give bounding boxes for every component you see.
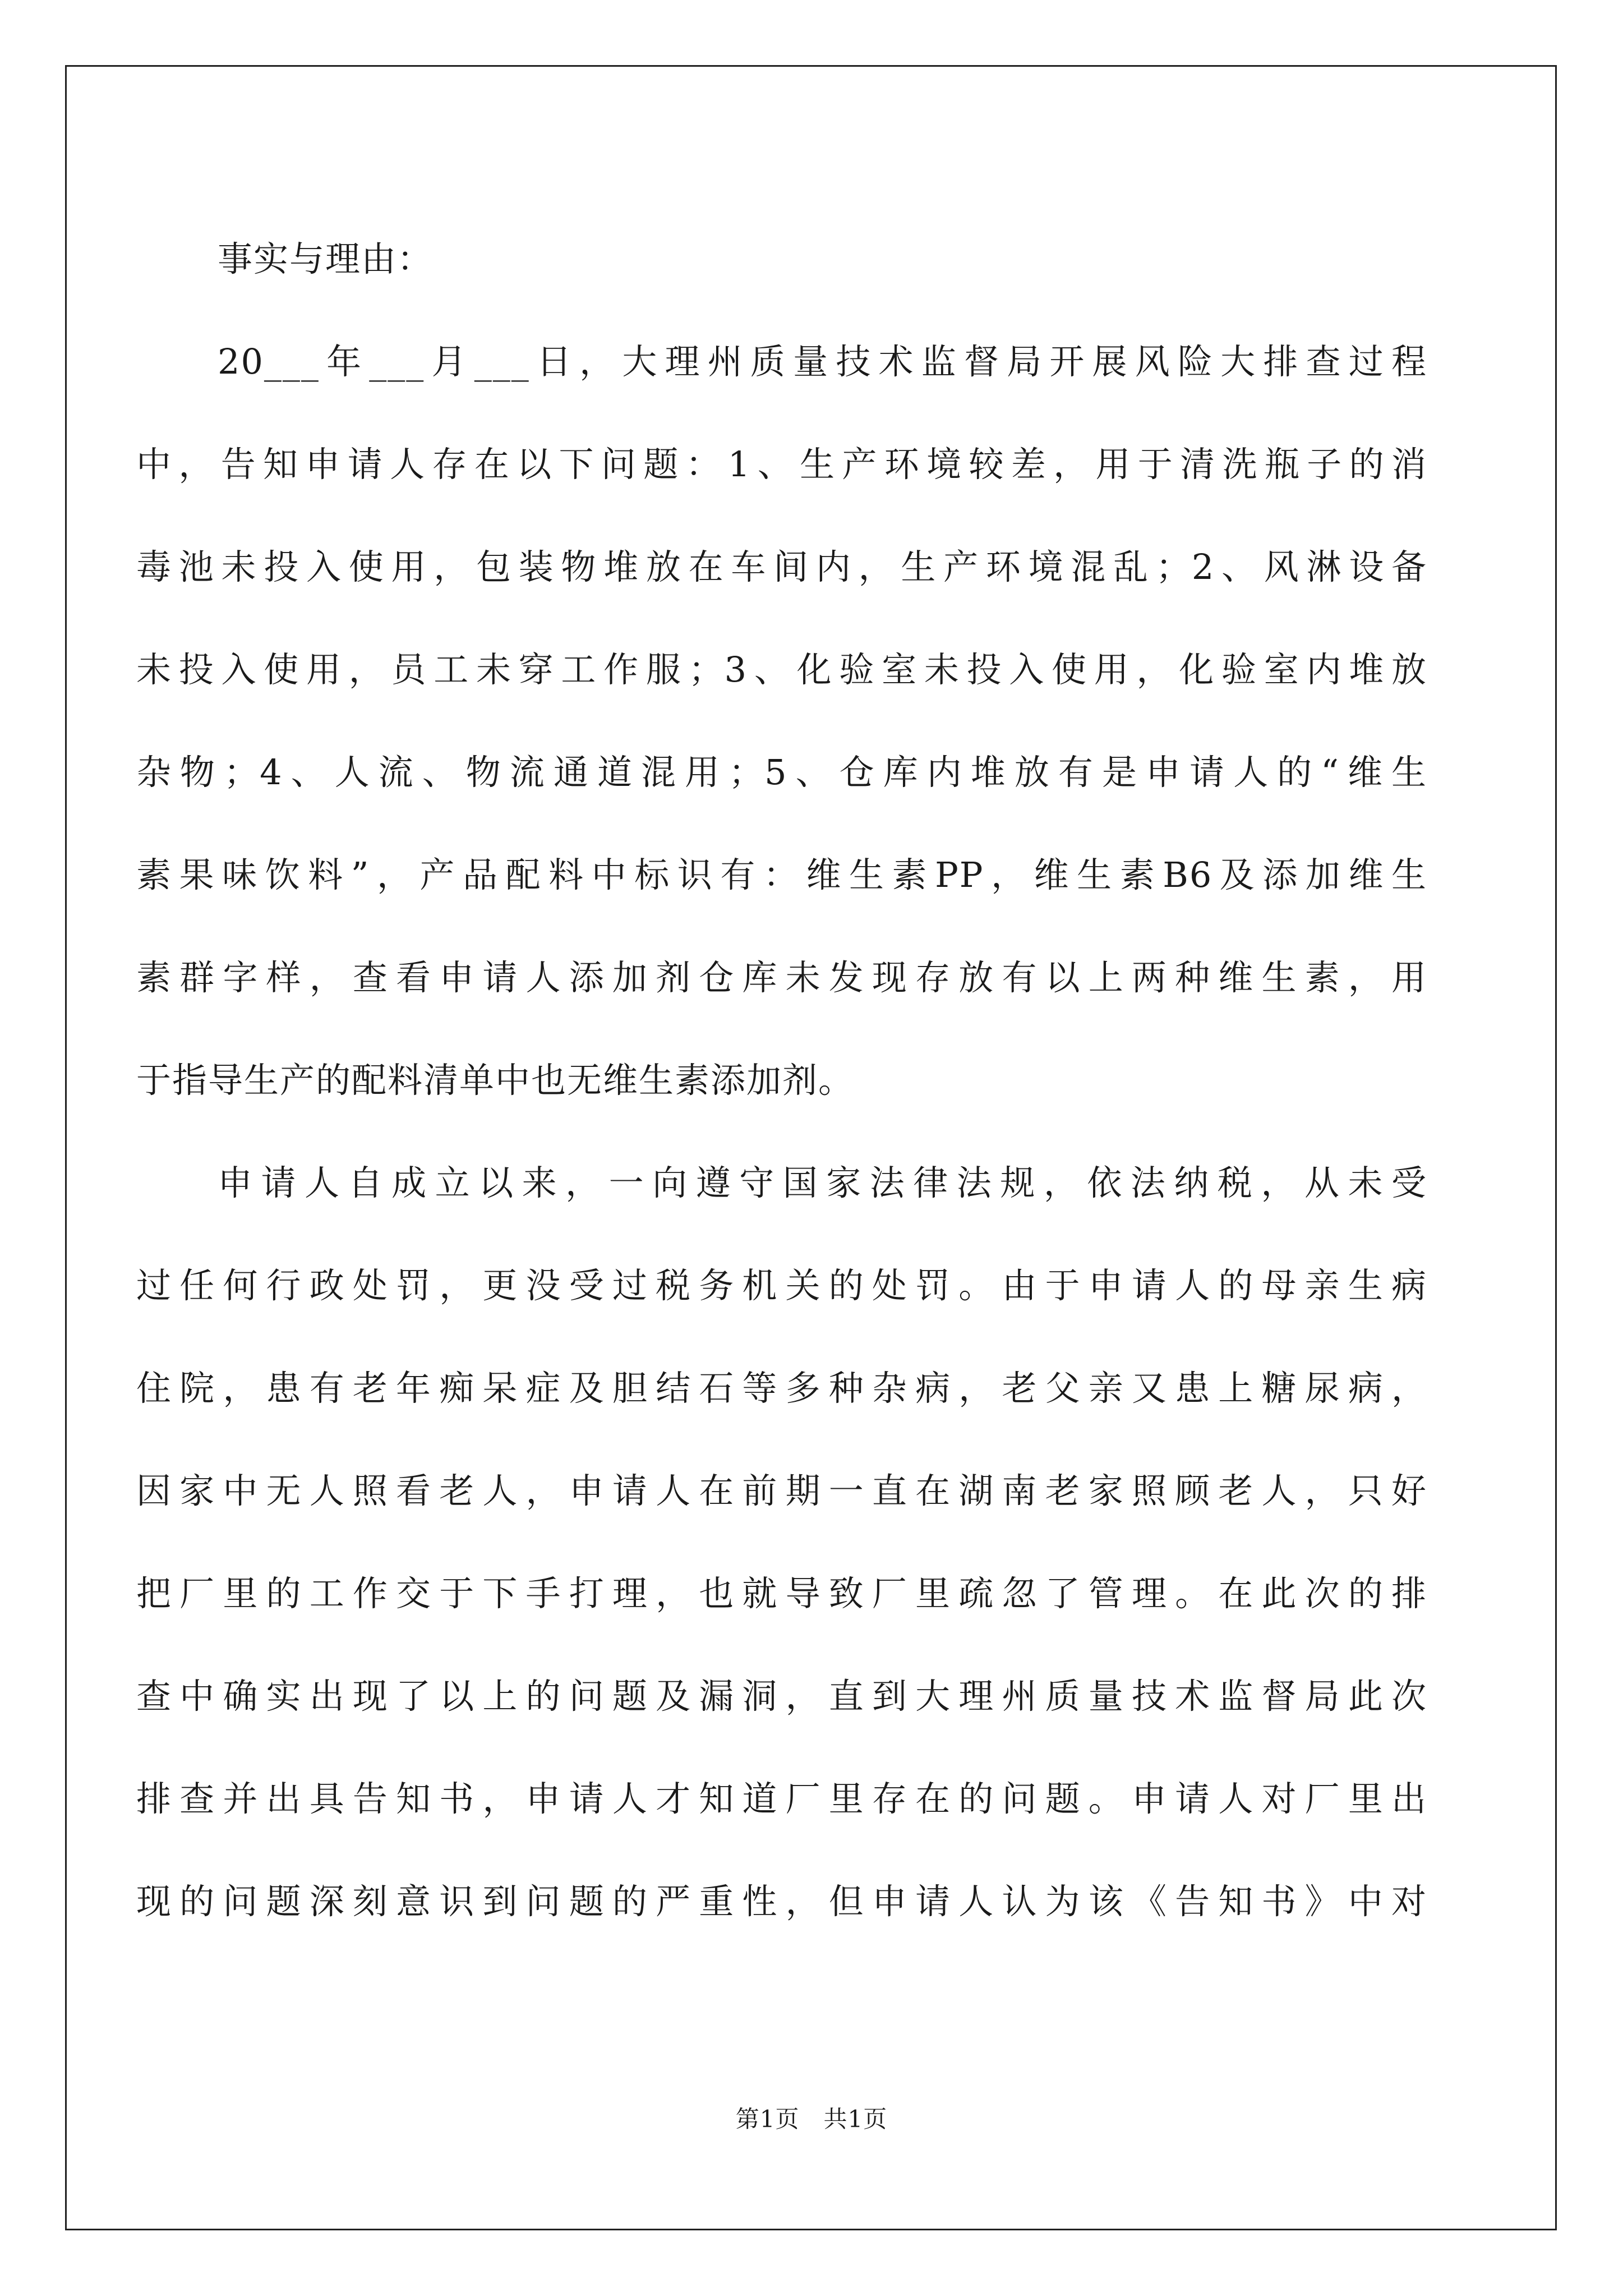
paragraph-line: 未投入使用，员工未穿工作服；3、化验室未投入使用，化验室内堆放 xyxy=(136,649,1427,690)
paragraph-line: 毒池未投入使用，包装物堆放在车间内，生产环境混乱；2、风淋设备 xyxy=(136,546,1427,587)
paragraph-line: 住院，患有老年痴呆症及胆结石等多种杂病，老父亲又患上糖尿病， xyxy=(136,1368,1427,1409)
section-heading: 事实与理由： xyxy=(218,238,434,279)
page-number-footer: 第1页 共1页 xyxy=(735,2105,888,2133)
paragraph-line: 现的问题深刻意识到问题的严重性，但申请人认为该《告知书》中对 xyxy=(136,1881,1427,1922)
paragraph-line: 中，告知申请人存在以下问题：1、生产环境较差，用于清洗瓶子的消 xyxy=(136,444,1427,485)
paragraph-line: 把厂里的工作交于下手打理，也就导致厂里疏忽了管理。在此次的排 xyxy=(136,1573,1427,1614)
paragraph-line: 杂物；4、人流、物流通道混用；5、仓库内堆放有是申请人的“维生 xyxy=(136,752,1427,793)
paragraph-line: 因家中无人照看老人，申请人在前期一直在湖南老家照顾老人，只好 xyxy=(136,1470,1427,1511)
paragraph-line: 素果味饮料”，产品配料中标识有：维生素PP，维生素B6及添加维生 xyxy=(136,854,1427,895)
paragraph-line: 20___年___月___日，大理州质量技术监督局开展风险大排查过程 xyxy=(218,341,1427,382)
document-body xyxy=(136,208,1427,1953)
paragraph-line: 申请人自成立以来，一向遵守国家法律法规，依法纳税，从未受 xyxy=(218,1162,1427,1203)
paragraph-line: 查中确实出现了以上的问题及漏洞，直到大理州质量技术监督局此次 xyxy=(136,1676,1427,1717)
paragraph-line: 于指导生产的配料清单中也无维生素添加剂。 xyxy=(136,1060,855,1101)
paragraph-line: 排查并出具告知书，申请人才知道厂里存在的问题。申请人对厂里出 xyxy=(136,1778,1427,1819)
paragraph-line: 过任何行政处罚，更没受过税务机关的处罚。由于申请人的母亲生病 xyxy=(136,1265,1427,1306)
paragraph-line: 素群字样，查看申请人添加剂仓库未发现存放有以上两种维生素，用 xyxy=(136,957,1427,998)
